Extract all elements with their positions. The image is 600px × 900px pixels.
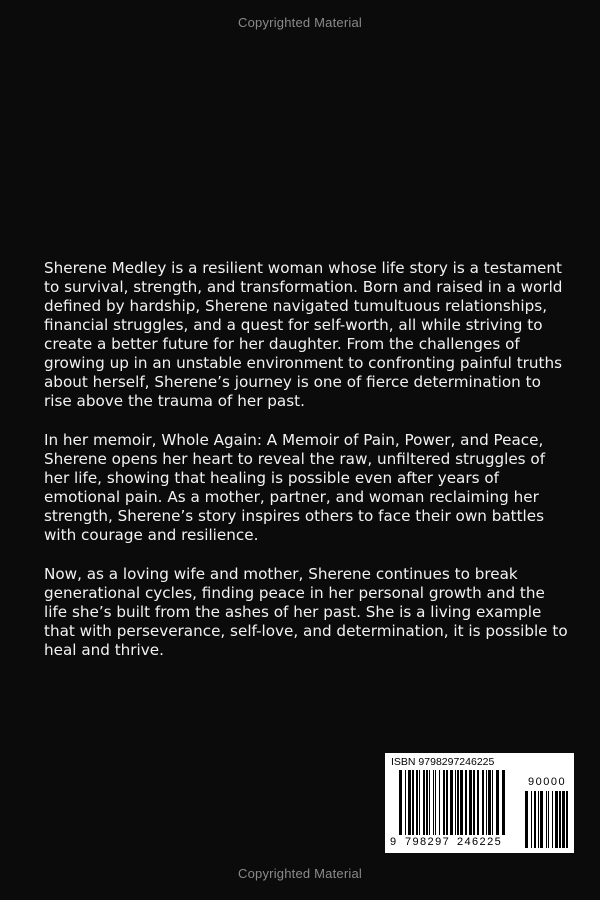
barcode-bar bbox=[540, 791, 543, 848]
barcode-bar bbox=[562, 791, 565, 848]
barcode-bar bbox=[531, 791, 532, 848]
barcode-bar bbox=[423, 770, 425, 835]
barcode-bar bbox=[426, 770, 428, 835]
isbn-barcode bbox=[385, 753, 574, 853]
bio-paragraph-2: In her memoir, Whole Again: A Memoir of Pain, Power, and Peace, Sherene opens her heart to reveal the raw, unfiltered struggles of her life, showing that healing is possible even after years of emotional pain. As a mother, partner, and woman reclaiming her strength, Sherene’s story inspires others to face their own battles with courage and resilience. bbox=[44, 431, 546, 544]
barcode-bar bbox=[555, 791, 558, 848]
barcode-bar bbox=[548, 791, 549, 848]
barcode-bar bbox=[443, 770, 445, 835]
barcode-bar bbox=[486, 770, 487, 835]
copyright-watermark-bottom: Copyrighted Material bbox=[238, 866, 362, 881]
barcode-bar bbox=[399, 770, 402, 835]
barcode-bar bbox=[492, 770, 493, 835]
barcode-bar bbox=[412, 770, 414, 835]
barcode-bar bbox=[538, 791, 539, 848]
copyright-watermark-top: Copyrighted Material bbox=[238, 15, 362, 30]
bio-paragraph-3: Now, as a loving wife and mother, Sherene continues to break generational cycles, finding peace in her personal growth and the life she’s built from the ashes of her past. She is a living example that with perseverance, self-love, and determination, it is possible to heal and thrive. bbox=[44, 565, 568, 659]
barcode-bar bbox=[416, 770, 418, 835]
barcode-bar bbox=[433, 770, 434, 835]
barcode-digits-right: 246225 bbox=[457, 836, 503, 848]
barcode-bar bbox=[534, 791, 536, 848]
barcode-bar bbox=[552, 791, 553, 848]
barcode-bar bbox=[435, 770, 436, 835]
barcode-bar bbox=[496, 770, 499, 835]
barcode-bar bbox=[457, 770, 459, 835]
barcode-bar bbox=[405, 770, 406, 835]
author-bio bbox=[44, 259, 570, 680]
barcode-bar bbox=[450, 770, 453, 835]
barcode-bar bbox=[465, 770, 467, 835]
barcode-bar bbox=[488, 770, 491, 835]
barcode-bar bbox=[419, 770, 420, 835]
barcode-bar bbox=[477, 770, 479, 835]
bio-paragraph-1: Sherene Medley is a resilient woman whose life story is a testament to survival, strength, and transformation. Born and raised in a world defined by hardship, Sherene navigated tumultuous relationships, financial struggles, and a quest for self-worth, all while striving to create a better future for her daughter. From the challenges of growing up in an unstable environment to confronting painful truths about herself, Sherene’s journey is one of fierce determination to rise above the trauma of her past. bbox=[44, 259, 563, 410]
barcode-bar bbox=[482, 770, 484, 835]
barcode-bar bbox=[559, 791, 561, 848]
price-code: 90000 bbox=[528, 776, 567, 788]
barcode-bar bbox=[446, 770, 448, 835]
barcode-bar bbox=[546, 791, 547, 848]
barcode-digit-first: 9 bbox=[390, 836, 398, 848]
barcode-bar bbox=[429, 770, 430, 835]
barcode-bar bbox=[408, 770, 411, 835]
barcode-bar bbox=[566, 791, 568, 848]
barcode-bar bbox=[460, 770, 463, 835]
barcode-bar bbox=[525, 791, 528, 848]
barcode-bar bbox=[502, 770, 505, 835]
barcode-bar bbox=[439, 770, 440, 835]
isbn-label: ISBN 9798297246225 bbox=[391, 756, 495, 768]
barcode-bar bbox=[455, 770, 456, 835]
barcode-digits-left: 798297 bbox=[405, 836, 451, 848]
barcode-bar bbox=[473, 770, 475, 835]
barcode-bar bbox=[469, 770, 472, 835]
